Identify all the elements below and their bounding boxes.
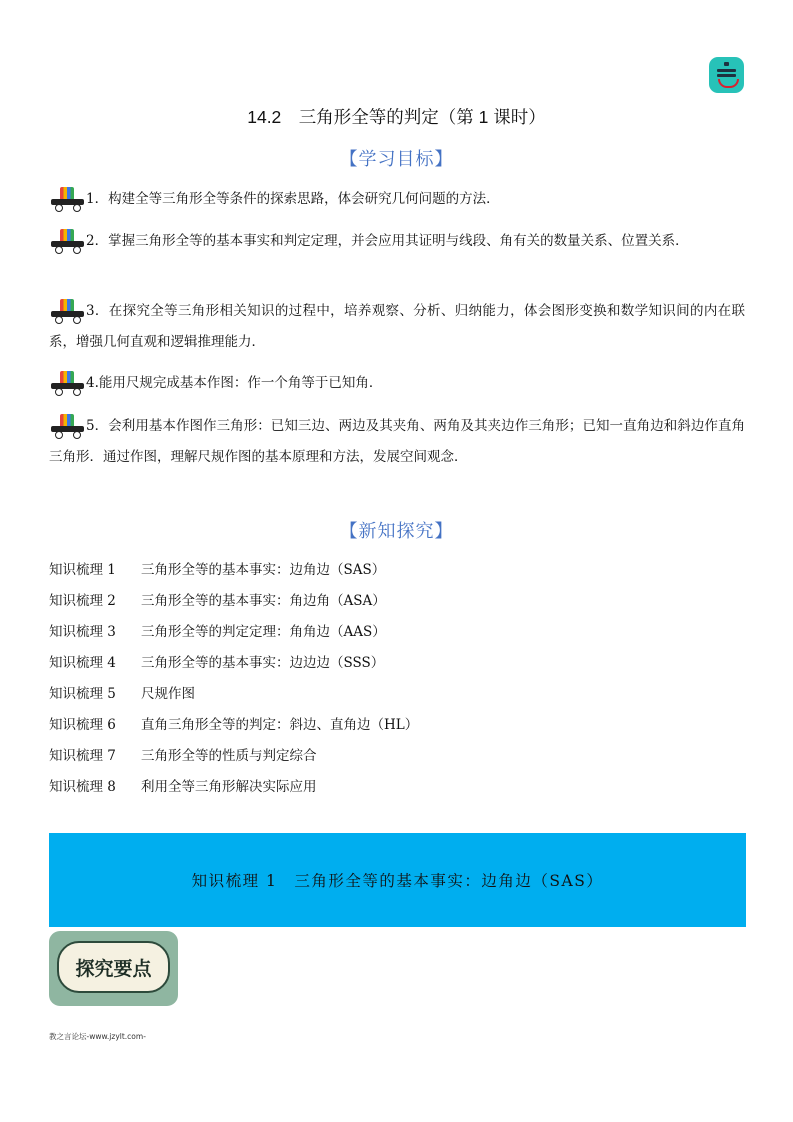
knowledge-item <box>49 620 386 640</box>
knowledge-item <box>49 589 386 609</box>
knowledge-text: 三角形全等的判定定理：角角边（AAS） <box>141 624 386 640</box>
knowledge-number: 知识梳理 1 <box>49 562 116 578</box>
explore-badge-label: 探究要点 <box>75 957 152 980</box>
knowledge-number: 知识梳理 7 <box>49 748 116 764</box>
knowledge-text: 尺规作图 <box>141 686 195 702</box>
knowledge-item <box>49 682 195 702</box>
knowledge-text: 直角三角形全等的判定：斜边、直角边（HL） <box>141 717 419 733</box>
knowledge-item <box>49 744 317 764</box>
knowledge-number: 知识梳理 8 <box>49 779 116 795</box>
knowledge-text: 三角形全等的基本事实：边边边（SSS） <box>141 655 385 671</box>
knowledge-item <box>49 775 317 795</box>
objective-item <box>49 368 745 399</box>
brand-logo-icon <box>709 57 744 93</box>
knowledge-item <box>49 651 384 671</box>
page-title: 14.2 三角形全等的判定（第 1 课时） <box>247 107 546 127</box>
objective-text: 2．掌握三角形全等的基本事实和判定定理，并会应用其证明与线段、角有关的数量关系、位置关系． <box>86 233 689 249</box>
pencil-cart-icon <box>49 299 86 321</box>
knowledge-text: 三角形全等的基本事实：边角边（SAS） <box>141 562 386 578</box>
section-banner <box>49 833 746 927</box>
objective-text: 3．在探究全等三角形相关知识的过程中，培养观察、分析、归纳能力，体会图形变换和数学知识间的内在联系，增强几何直观和逻辑推理能力． <box>49 303 745 350</box>
objective-item <box>49 184 745 215</box>
knowledge-number: 知识梳理 3 <box>49 624 116 640</box>
objective-text: 5．会利用基本作图作三角形：已知三边、两边及其夹角、两角及其夹边作三角形；已知一直角边和斜边作直角三角形．通过作图，理解尺规作图的基本原理和方法，发展空间观念． <box>49 418 745 465</box>
knowledge-number: 知识梳理 6 <box>49 717 116 733</box>
objectives-heading: 【学习目标】 <box>339 149 454 170</box>
knowledge-number: 知识梳理 5 <box>49 686 116 702</box>
objective-item <box>49 411 745 473</box>
explore-badge <box>49 931 178 1006</box>
pencil-cart-icon <box>49 371 86 393</box>
knowledge-text: 利用全等三角形解决实际应用 <box>141 779 317 795</box>
knowledge-number: 知识梳理 4 <box>49 655 116 671</box>
objective-text: 1．构建全等三角形全等条件的探索思路，体会研究几何问题的方法． <box>86 191 500 207</box>
objective-text: 4.能用尺规完成基本作图：作一个角等于已知角． <box>86 375 383 391</box>
objective-item <box>49 226 745 257</box>
knowledge-item <box>49 713 418 733</box>
knowledge-text: 三角形全等的基本事实：角边角（ASA） <box>141 593 386 609</box>
knowledge-item <box>49 558 385 578</box>
pencil-cart-icon <box>49 414 86 436</box>
explore-heading: 【新知探究】 <box>339 521 454 542</box>
knowledge-number: 知识梳理 2 <box>49 593 116 609</box>
footer-watermark: 教之言论坛-www.jzylt.com- <box>49 1032 146 1041</box>
objective-item <box>49 296 745 358</box>
knowledge-text: 三角形全等的性质与判定综合 <box>141 748 317 764</box>
section-banner-title: 知识梳理 1 三角形全等的基本事实：边角边（SAS） <box>191 872 604 890</box>
pencil-cart-icon <box>49 229 86 251</box>
pencil-cart-icon <box>49 187 86 209</box>
